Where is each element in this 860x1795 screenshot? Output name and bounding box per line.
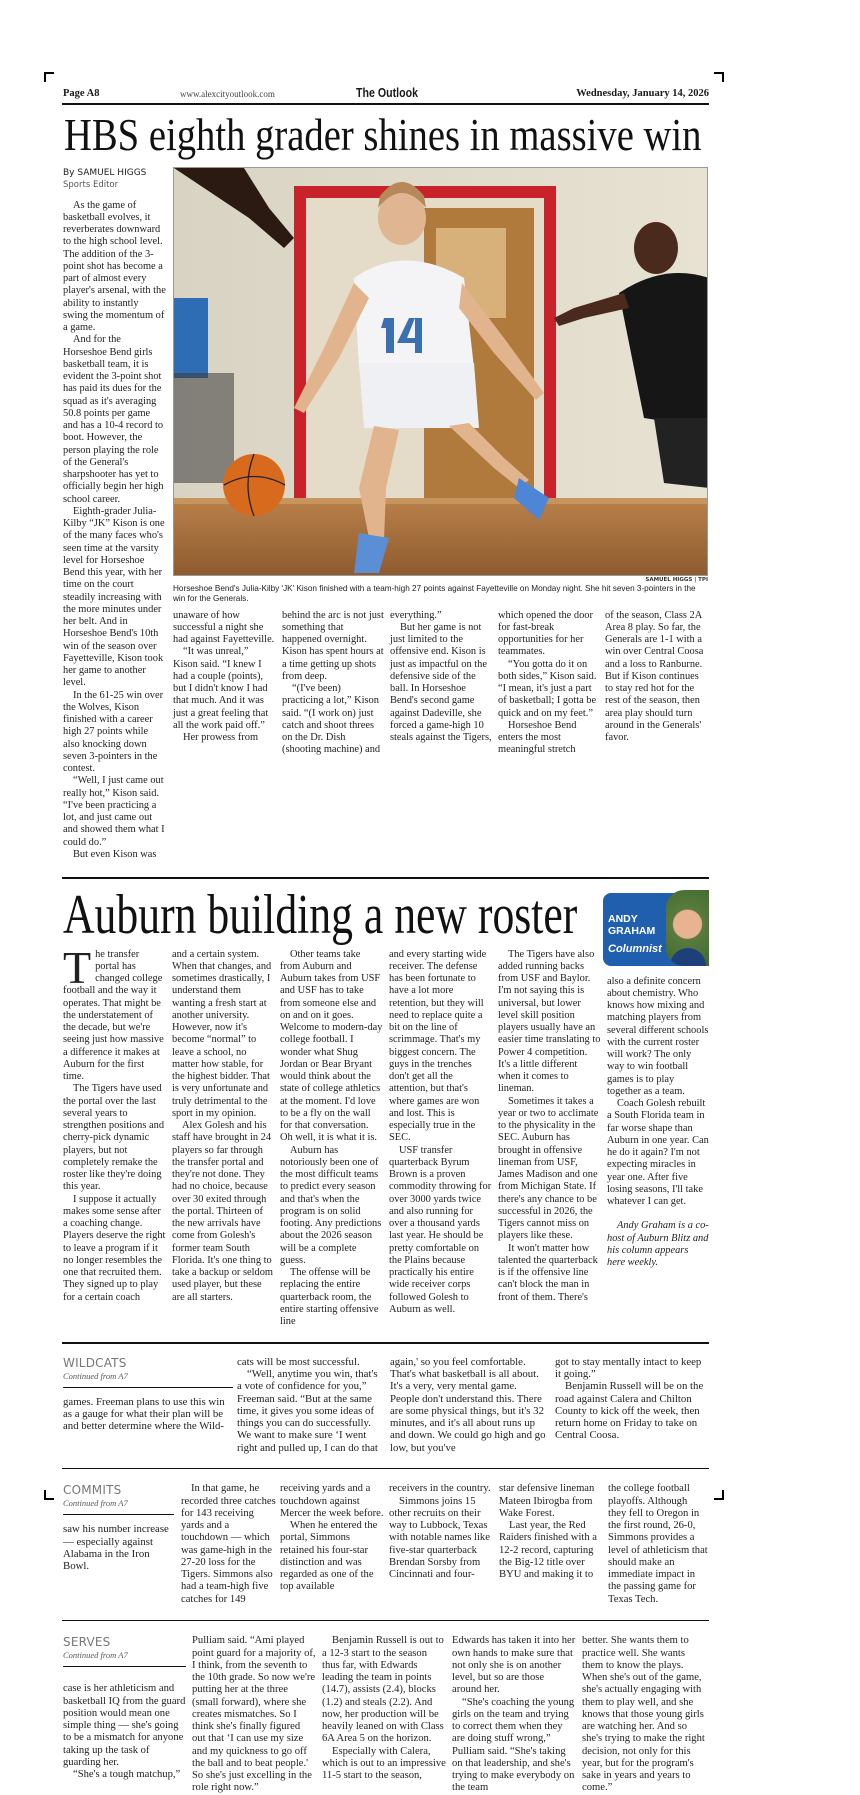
- article-column: [555, 1356, 708, 1442]
- paragraph: It won't matter how talented the quarterback is if the offensive line can't block the man in front of them. There's: [498, 1242, 598, 1303]
- page-header: [62, 86, 709, 102]
- columnist-photo: [666, 890, 709, 966]
- paragraph: The Tigers have also added running backs from USF and Baylor. I'm not saying this is universal, but lower level skill position players usually have an easier time translating to Power 4 competition. It's a little different when it comes to lineman.: [498, 948, 601, 1095]
- headline: Auburn building a new roster: [63, 883, 578, 946]
- paragraph: Especially with Calera, which is out to an impressive 11-5 start to the season,: [322, 1745, 446, 1781]
- paragraph: Last year, the Red Raiders finished with a 12-2 record, capturing the Big-12 title over BYU and making it to: [499, 1520, 597, 1580]
- paragraph: Alex Golesh and his staff have brought in 24 players so far through the transfer portal and they're not done. They had no choice, because over 30 exited through the portal. Thirteen of the new arrivals have come from Golesh's former team South Florida. It's one thing to take a backup or seldom used player, but these are all starters.: [172, 1120, 273, 1303]
- website-url: www.alexcityoutlook.com: [180, 89, 275, 99]
- article-column-body: [63, 1523, 174, 1572]
- paragraph-text: he transfer portal has changed college football and the way it operates. That might be the understatement of the decade, but we're seeing just how massive a difference it makes at Auburn for the first time.: [63, 948, 164, 1082]
- paragraph: When he entered the portal, Simmons retained his four-star distinction and was regarded as one of the top available: [280, 1520, 378, 1593]
- jump-label: SERVES: [63, 1635, 111, 1650]
- photo-and-columns: [173, 167, 708, 757]
- paragraph: In the 61-25 win over the Wolves, Kison finished with a career high 27 points while also knocking down seven 3-pointers in the contest.: [63, 689, 164, 774]
- article-column: [63, 1483, 174, 1572]
- paragraph: [63, 941, 166, 1084]
- headline-row: [62, 109, 709, 163]
- article-column-body: [63, 1396, 233, 1433]
- columnist-name: ANDY GRAHAM: [608, 912, 656, 937]
- paragraph: of the season, Class 2A Area 8 play. So far, the Generals are 1-1 with a win over Central Coosa and a loss to Ranburne. But if Kison continues to stay red hot for the rest of the season, then area play should turn around in the Generals' favor.: [605, 609, 704, 743]
- article-column: [63, 1356, 233, 1433]
- article-column: [192, 1635, 316, 1794]
- paragraph: cats will be most successful.: [237, 1355, 360, 1368]
- jump-rule: [63, 1387, 233, 1388]
- paragraph: Simmons joins 15 other recruits on their way to Lubbock, Texas with notable names like five-star quarterback Brendan Sorsby from Cincinnati and four-: [389, 1495, 490, 1580]
- paragraph: I suppose it actually makes some sense after a coaching change. Players deserve the right to leave a program if it no longer resembles the one that recruited them. They signed up to play for a certain coach: [63, 1193, 166, 1303]
- headline: HBS eighth grader shines in massive win: [64, 108, 702, 160]
- headline-row: [62, 885, 587, 947]
- article-column: [173, 610, 275, 745]
- paragraph: receivers in the country.: [389, 1483, 491, 1495]
- paper-name: The Outlook: [356, 86, 418, 100]
- header-rule: [62, 103, 709, 105]
- article-column: [280, 1483, 384, 1593]
- crop-mark: [44, 1490, 54, 1500]
- basketball-photo: [173, 167, 708, 576]
- paragraph: “You gotta do it on both sides,” Kison said. “I mean, it's just a part of basketball; I gotta be quick and on my feet.”: [498, 658, 597, 719]
- paragraph: the college football playoffs. Although they fell to Oregon in the first round, 26-0, Simmons provides a level of athleticism that should make an immediate impact in the passing game for Texas Tech.: [608, 1483, 708, 1605]
- page-number: Page A8: [63, 88, 100, 99]
- photo-credit: SAMUEL HIGGS | TPI: [645, 576, 708, 583]
- article-column: [452, 1635, 576, 1794]
- crop-mark: [714, 1490, 724, 1500]
- continued-note: Continued from A7: [63, 1498, 128, 1509]
- drop-cap: T: [63, 941, 92, 993]
- paragraph: The offense will be replacing the entire quarterback room, the entire starting offensive line: [280, 1267, 379, 1327]
- paragraph: As the game of basketball evolves, it reverberates downward to the high school level. The addition of the 3-point shot has become a part of almost every player's arsenal, with the ability to instantly swing the momentum of a game.: [63, 199, 166, 333]
- article-column: [390, 1356, 547, 1454]
- paragraph: “Well, I just came out really hot,” Kison said. “I've been practicing a lot, and just came out and showed them what I could do.”: [63, 775, 165, 848]
- paragraph: got to stay mentally intact to keep it going.”: [555, 1355, 702, 1380]
- paragraph: Her prowess from: [183, 732, 259, 743]
- paragraph: behind the arc is not just something that happened overnight. Kison has spent hours at a time getting up shots from deep.: [282, 609, 384, 682]
- columnist-badge: [603, 893, 709, 966]
- article-column: [390, 610, 492, 745]
- section-rule: [62, 877, 709, 879]
- continued-note: Continued from A7: [63, 1650, 128, 1661]
- paragraph: But her game is not just limited to the offensive end. Kison is just as impactful on the defensive side of the ball. In Horseshoe Bend's second game against Dadeville, she forced a game-high 10 steals against the Tigers,: [390, 621, 492, 743]
- newspaper-page: [62, 86, 709, 1795]
- paragraph: “(I've been) practicing a lot,” Kison said. “(I work on) just catch and shoot threes on the Dr. Dish (shooting machine) and: [282, 683, 381, 756]
- paragraph: receiving yards and a touchdown against Mercer the week before.: [280, 1483, 384, 1519]
- article-column: [498, 949, 602, 1304]
- paragraph: Eighth-grader Julia-Kilby “JK” Kison is one of the many faces who's seen time at the varsity level for Horseshoe Bend this year, with her time on the court steadily increasing with the more minutes under her belt. And in Horseshoe Bend's 10th win of the season over Fayetteville, Kison took her game to another level.: [63, 505, 165, 689]
- jump-section-commits: [62, 1483, 709, 1606]
- columnist-role: Columnist: [608, 942, 662, 955]
- paragraph: “Well, anytime you win, that's a vote of confidence for you,” Freeman said. “But at the same time, it gives you some ideas of things you can do successfully. We want to make sure ‘I went right and pulled up, I can do that: [237, 1368, 378, 1454]
- paragraph: Horseshoe Bend enters the most meaningful stretch: [498, 719, 577, 756]
- article-column-body: [63, 200, 166, 862]
- jump-label: WILDCATS: [63, 1355, 127, 1370]
- crop-mark: [44, 72, 54, 82]
- jump-label: COMMITS: [63, 1483, 122, 1498]
- paragraph: Other teams take from Auburn and Auburn takes from USF and USF has to take from someone else and on and on it goes. Welcome to modern-day college football. I wonder what Shug Jordan or Bear Bryant would think about the state of college athletics at the moment. I'd love to be a fly on the wall for that conversation. Oh well, it is what it is.: [280, 948, 383, 1144]
- paragraph: Sometimes it takes a year or two to acclimate to the physicality in the SEC. Auburn has brought in offensive lineman from USF, James Madison and one from Michigan State. If there's any chance to be successful in 2026, the Tigers cannot miss on players like these.: [498, 1095, 599, 1242]
- paragraph: Pulliam said. “Ami played point guard for a majority of, I think, from the seventh to the 10th grade. So now we're putting her at the three (small forward), where she creates mismatches. So I think she's finally figured out that ‘I can use my size and my quickness to go off the ball and to beat people.' So she's just excelling in the role right now.”: [192, 1635, 316, 1794]
- paragraph: Auburn has notoriously been one of the most difficult teams to predict every season and that's when the program is on solid footing. Any predictions about the 2026 season will be a complete guess.: [280, 1144, 382, 1266]
- article-column: [608, 1483, 708, 1606]
- article-column: [282, 610, 384, 757]
- jump-section-serves: [62, 1635, 709, 1794]
- paragraph: USF transfer quarterback Byrum Brown is a proven commodity throwing for over 3000 yards twice and also running for over a thousand yards last year. He should be pretty comfortable on the Plains because practically his entire wide receiver corps followed Golesh to Auburn as well.: [389, 1144, 492, 1315]
- paragraph: Edwards has taken it into her own hands to make sure that not only she is on another level, but so are those around her.: [452, 1635, 576, 1696]
- paragraph: But even Kison was: [73, 848, 157, 860]
- article-column: [605, 610, 708, 745]
- jump-rule: [63, 1514, 174, 1515]
- jump-rule: [63, 1666, 186, 1667]
- paragraph: case is her athleticism and basketball IQ from the guard position would mean one simple thing — she's going to be a mismatch for anyone taking up the task of guarding her.: [63, 1683, 186, 1768]
- paragraph: and a certain system. When that changes, and sometimes drastically, I understand them wanting a fresh start at another university. However, now it's become “normal” to leave a school, no matter how stable, for the highest bidder. That is very unfortunate and truly detrimental to the sport in my opinion.: [172, 948, 272, 1119]
- article-column: [607, 912, 709, 1270]
- paragraph: Benjamin Russell will be on the road against Calera and Chilton County to kick off the week, then return home on Friday to take on Central Coosa.: [555, 1380, 704, 1442]
- continued-note: Continued from A7: [63, 1370, 128, 1381]
- article-column: [389, 1483, 493, 1581]
- article-column-body: [63, 1683, 186, 1781]
- section-rule: [62, 1342, 709, 1344]
- jump-section-wildcats: [62, 1356, 709, 1454]
- paragraph: “She's coaching the young girls on the team and trying to correct them when they are doing stuff wrong,” Pulliam said. “She's taking on that leadership, and she's trying to make everybody on the team: [452, 1696, 575, 1794]
- article-column: [237, 1356, 385, 1454]
- paragraph: which opened the door for fast-break opportunities for her teammates.: [498, 609, 593, 658]
- paragraph: Coach Golesh rebuilt a South Florida team in far worse shape than Auburn in one year. Can he do it again? I'm not expecting miracles in year one. After five losing seasons, I'll take whatever I can get.: [607, 1098, 709, 1207]
- photo-caption: Horseshoe Bend's Julia-Kilby 'JK' Kison finished with a team-high 27 points against Fayetteville on Monday night. She hit seven 3-pointers in the win for the Generals.: [173, 583, 696, 603]
- article-column: [389, 949, 493, 1317]
- paragraph: “She's a tough matchup,”: [73, 1769, 181, 1780]
- article-column: [322, 1635, 446, 1782]
- paragraph: star defensive lineman Mateen Ibirogba from Wake Forest.: [499, 1483, 595, 1519]
- columnist-tagline: Andy Graham is a co-host of Auburn Blitz and his column appears here weekly.: [607, 1220, 709, 1268]
- paragraph: games. Freeman plans to use this win as a gauge for what their plan will be and better determine where the Wild-: [63, 1395, 225, 1433]
- article-column: [499, 1483, 602, 1581]
- paragraph: saw his number increase — especially against Alabama in the Iron Bowl.: [63, 1523, 169, 1572]
- article-column: [181, 1483, 276, 1606]
- paragraph: unaware of how successful a night she had against Fayetteville.: [173, 609, 275, 645]
- article-column: [63, 167, 166, 862]
- paragraph: everything.”: [390, 609, 442, 621]
- paragraph: And for the Horseshoe Bend girls basketball team, it is evident the 3-point shot has paid its dues for the squad as it's averaging 50.8 points per game and has a 10-4 record to boot. However, the person playing the role of the General's sharpshooter has yet to officially begin her high school career.: [63, 334, 164, 505]
- paragraph: and every starting wide receiver. The defense has been fortunate to have a lot more retention, but they will need to replace quite a bit on the line of scrimmage. That's my biggest concern. The guys in the trenches don't get all the attention, but that's where games are won and lost. This is especially true in the SEC.: [389, 948, 487, 1144]
- story-body: [62, 167, 709, 862]
- article-columns: [173, 610, 708, 757]
- article-column: [582, 1635, 708, 1794]
- issue-date: Wednesday, January 14, 2026: [576, 88, 709, 99]
- byline-title: Sports Editor: [63, 179, 119, 190]
- paragraph: In that game, he recorded three catches for 143 receiving yards and a touchdown — which was game-high in the 27-20 loss for the Tigers. Simmons also had a team-high five catches for 149: [181, 1483, 276, 1605]
- article-column: [172, 949, 274, 1304]
- paragraph: The Tigers have used the portal over the last several years to strengthen positions and cherry-pick dynamic players, but not completely remake the roster like they're doing this year.: [63, 1083, 165, 1193]
- paragraph: “It was unreal,” Kison said. “I knew I had a couple (points), but I didn't know I had that much. And it was just a great feeling that all the work paid off.”: [173, 646, 269, 731]
- paragraph: also a definite concern about chemistry. Who knows how mixing and matching players from several different schools with the current roster will work? The only way to win football games is to play together as a team.: [607, 975, 709, 1097]
- article-column: [63, 1635, 186, 1781]
- section-rule: [62, 1620, 709, 1622]
- crop-mark: [714, 72, 724, 82]
- paragraph: better. She wants them to practice well. She wants them to know the plays. When she's out of the game, she's actually engaging with them to play well, and she knows that those young girls are watching her. And so she's trying to make the right decision, not only for this year, but for the program's sake in years and years to come.”: [582, 1635, 705, 1794]
- article-column: [280, 949, 383, 1329]
- paragraph: again,' so you feel comfortable. That's what basketball is all about. It's a very, very mental game. People don't understand this. There are some physical things, but it's 32 minutes, and it's all about runs up and down. We could go high and go low, but you've: [390, 1355, 546, 1454]
- article-column-body: [607, 976, 709, 1209]
- byline: By SAMUEL HIGGS: [63, 167, 147, 178]
- paragraph: Benjamin Russell is out to a 12-3 start to the season thus far, with Edwards leading the team in points (14.7), assists (2.4), blocks (1.2) and steals (2.2). And now, her production will be heavily leaned on with Class 6A Area 5 on the horizon.: [322, 1635, 444, 1745]
- section-rule: [62, 1468, 709, 1470]
- columnist-shirt: [670, 948, 706, 966]
- article-column: [498, 610, 600, 757]
- article-column: [63, 941, 166, 1304]
